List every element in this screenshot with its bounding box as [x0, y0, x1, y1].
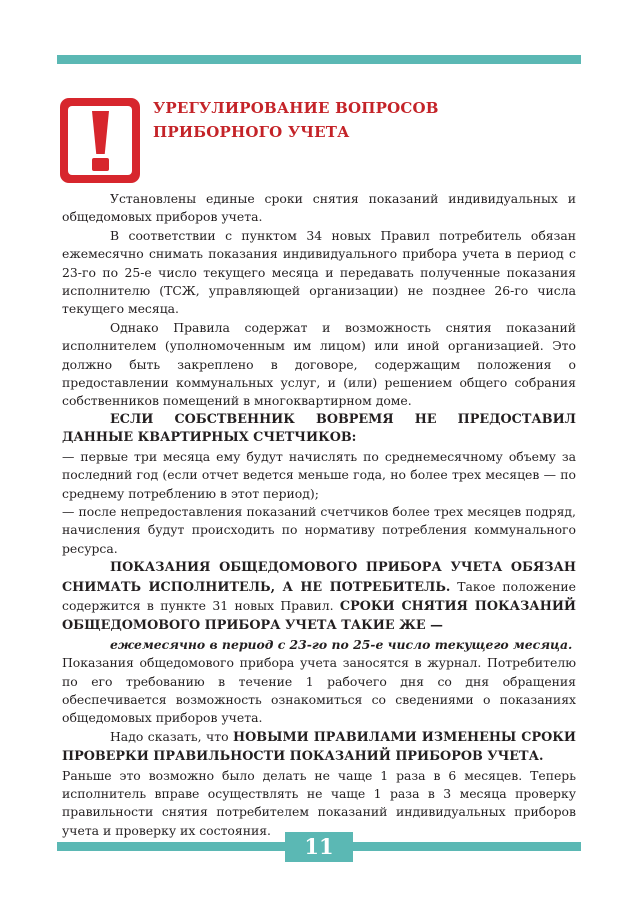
paragraph-clause-34: В соответствии с пунктом 34 новых Правил потребитель обязан ежемесячно снимать показания индивидуального прибора учета в период с 23-го по 25-е число текущего месяца и передавать полученные показания исполнителю (ТСЖ, управляющей организации) не позднее 26-го числа текущего месяца. [62, 227, 576, 317]
body-text [62, 190, 576, 840]
text-monthly-period: ежемесячно в период с 23-го по 25-е число текущего месяца. [110, 636, 573, 652]
exclamation-stroke [92, 111, 109, 154]
heading-common-meter-deadlines: СРОКИ СНЯТИЯ ПОКАЗАНИЙ ОБЩЕДОМОВОГО ПРИБОРА УЧЕТА ТАКИЕ ЖЕ — [62, 598, 576, 634]
text-worth-saying: Надо сказать, что [110, 728, 234, 744]
paragraph-deadlines: Установлены единые сроки снятия показаний индивидуальных и общедомовых приборов учета. [62, 191, 576, 225]
paragraph-common-meter [62, 558, 576, 636]
section-title [153, 96, 493, 144]
text-clause-31: Такое положение содержится в пункте 31 новых Правил. [62, 578, 576, 613]
warning-sign [60, 98, 140, 183]
top-accent-bar [57, 55, 581, 64]
exclamation-dot [92, 158, 109, 171]
paragraph-executor-readings: Однако Правила содержат и возможность снятия показаний исполнителем (уполномоченным им лицом) или иной организацией. Это должно быть закреплено в договоре, содержащим положения о предоставлении коммунальных услуг, и (или) решением общего собрания собственников помещений в многоквартирном доме. [62, 319, 576, 409]
section-title-line2: ПРИБОРНОГО УЧЕТА [153, 123, 350, 141]
page-number: 11 [285, 832, 353, 862]
list-item-after-three-months: — после непредоставления показаний счетчиков более трех месяцев подряд, начисления будут происходить по нормативу потребления коммунального ресурса. [62, 503, 576, 556]
list-item-first-three-months: — первые три месяца ему будут начислять по среднемесячному объему за последний год (если отчет ведется меньше года, но более трех месяцев — по среднему потреблению в этот период); [62, 448, 576, 501]
paragraph-journal: Показания общедомового прибора учета заносятся в журнал. Потребителю по его требованию в течение 1 рабочего дня со дня обращения обеспечивается возможность ознакомиться со сведениями о показаниях общедомовых приборов учета. [62, 655, 576, 726]
section-title-line1: УРЕГУЛИРОВАНИЕ ВОПРОСОВ [153, 99, 439, 117]
heading-owner-not-provided: ЕСЛИ СОБСТВЕННИК ВОВРЕМЯ НЕ ПРЕДОСТАВИЛ ДАННЫЕ КВАРТИРНЫХ СЧЕТЧИКОВ: [62, 411, 576, 446]
heading-verification-terms: НОВЫМИ ПРАВИЛАМИ ИЗМЕНЕНЫ СРОКИ ПРОВЕРКИ ПРАВИЛЬНОСТИ ПОКАЗАНИЙ ПРИБОРОВ УЧЕТА. [62, 729, 576, 765]
paragraph-new-rules [62, 728, 576, 767]
paragraph-monthly-period [62, 636, 576, 654]
paragraph-verification-frequency: Раньше это возможно было делать не чаще 1 раза в 6 месяцев. Теперь исполнитель вправе осуществлять не чаще 1 раза в 3 месяца проверку правильности снятия потребителем показаний индивидуальных приборов учета и проверку их состояния. [62, 767, 576, 838]
heading-common-meter-executor: ПОКАЗАНИЯ ОБЩЕДОМОВОГО ПРИБОРА УЧЕТА ОБЯЗАН СНИМАТЬ ИСПОЛНИТЕЛЬ, А НЕ ПОТРЕБИТЕЛЬ. [62, 560, 576, 595]
exclamation-mark-icon [68, 106, 132, 175]
